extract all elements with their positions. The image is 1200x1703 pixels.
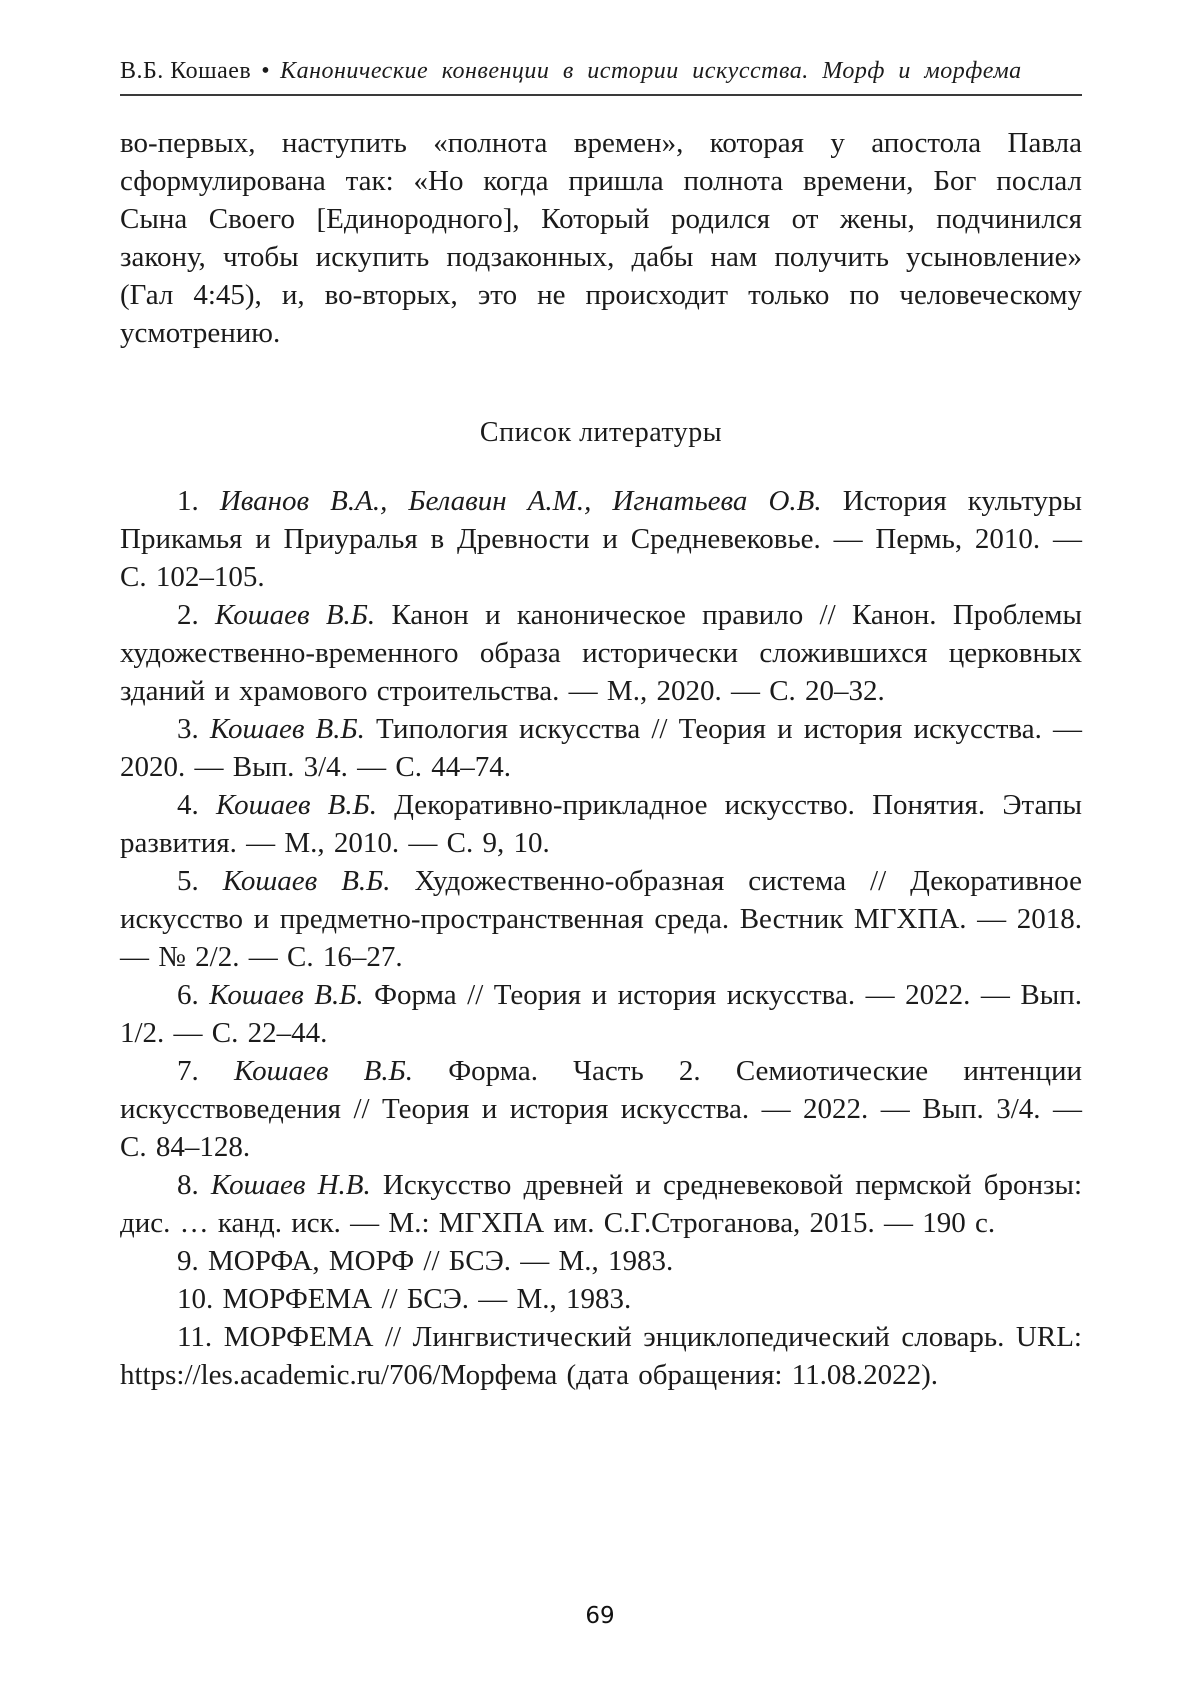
reference-item (120, 1242, 1082, 1280)
reference-number: 2. (177, 599, 216, 631)
reference-item (120, 976, 1082, 1052)
reference-authors: Кошаев В.Б. (233, 1055, 449, 1087)
reference-item (120, 786, 1082, 862)
body-paragraph: во-первых, наступить «полнота времен», которая у апостола Павла сформулирована так: «Но когда пришла полнота времени, Бог послал Сына Своего [Единородного], Который родился от жены, подчинился закону, чтобы искупить подзаконных, дабы нам получить усыновление» (Гал 4:45), и, во-вторых, это не происходит только по человеческому усмотрению. (120, 127, 1082, 349)
reference-text: История культуры Прикамья и Приуралья в Древности и Средневековье. — Пермь, 2010. — С. 102–105. (120, 485, 1082, 593)
reference-item (120, 596, 1082, 710)
running-head-line (120, 57, 1082, 85)
reference-item (120, 1318, 1082, 1394)
reference-text: МОРФЕМА // Лингвистический энциклопедический словарь. URL: https://les.academic.ru/706/Морфема (дата обращения: 11.08.2022). (120, 1321, 1082, 1391)
reference-text: Искусство древней и средневековой пермской бронзы: дис. … канд. иск. — М.: МГХПА им. С.Г.Строганова, 2015. — 190 с. (120, 1169, 1083, 1239)
reference-number: 10. (177, 1283, 223, 1315)
reference-text: Форма // Теория и история искусства. — 2022. — Вып. 1/2. — С. 22–44. (120, 979, 1083, 1049)
reference-authors: Кошаев В.Б. (209, 979, 375, 1011)
reference-text: Художественно-образная система // Декоративное искусство и предметно-пространственная среда. Вестник МГХПА. — 2018. — № 2/2. — С. 16–27. (120, 865, 1083, 973)
reference-authors: Кошаев В.Б. (222, 865, 415, 897)
reference-number: 3. (177, 713, 210, 745)
reference-item (120, 710, 1082, 786)
reference-text: МОРФЕМА // БСЭ. — М., 1983. (222, 1283, 632, 1315)
running-head-separator: • (261, 58, 271, 84)
reference-number: 1. (177, 485, 220, 517)
reference-number: 11. (177, 1321, 224, 1353)
reference-text: Канон и каноническое правило // Канон. Проблемы художественно-временного образа исторически сложившихся церковных зданий и храмового строительства. — М., 2020. — С. 20–32. (120, 599, 1083, 707)
reference-authors: Кошаев В.Б. (215, 789, 395, 821)
reference-item (120, 1166, 1082, 1242)
reference-number: 6. (177, 979, 210, 1011)
reference-authors: Кошаев В.Б. (209, 713, 377, 745)
reference-text: Декоративно-прикладное искусство. Понятия. Этапы развития. — М., 2010. — С. 9, 10. (120, 789, 1083, 859)
running-head-title: Канонические конвенции в истории искусства. Морф и морфема (280, 58, 1022, 84)
reference-authors: Кошаев Н.В. (210, 1169, 383, 1201)
reference-number: 7. (177, 1055, 234, 1087)
page-number: 69 (585, 1603, 615, 1629)
bibliography-heading: Список литературы (479, 417, 723, 448)
reference-authors: Иванов В.А., Белавин А.М., Игнатьева О.В. (219, 485, 843, 517)
reference-item (120, 1052, 1082, 1166)
reference-number: 8. (177, 1169, 211, 1201)
reference-authors: Кошаев В.Б. (215, 599, 392, 631)
header-rule (120, 94, 1082, 96)
reference-item (120, 482, 1082, 596)
running-head-author: В.Б. Кошаев (120, 58, 252, 84)
running-head (120, 0, 1082, 96)
bibliography-list (120, 482, 1082, 1394)
reference-text: Форма. Часть 2. Семиотические интенции искусствоведения // Теория и история искусства. — 2022. — Вып. 3/4. — С. 84–128. (120, 1055, 1082, 1163)
reference-text: Типология искусства // Теория и история искусства. — 2020. — Вып. 3/4. — С. 44–74. (120, 713, 1083, 783)
reference-item (120, 1280, 1082, 1318)
reference-number: 5. (177, 865, 223, 897)
reference-number: 4. (177, 789, 216, 821)
reference-item (120, 862, 1082, 976)
reference-number: 9. (177, 1245, 208, 1277)
reference-text: МОРФА, МОРФ // БСЭ. — М., 1983. (208, 1245, 674, 1277)
